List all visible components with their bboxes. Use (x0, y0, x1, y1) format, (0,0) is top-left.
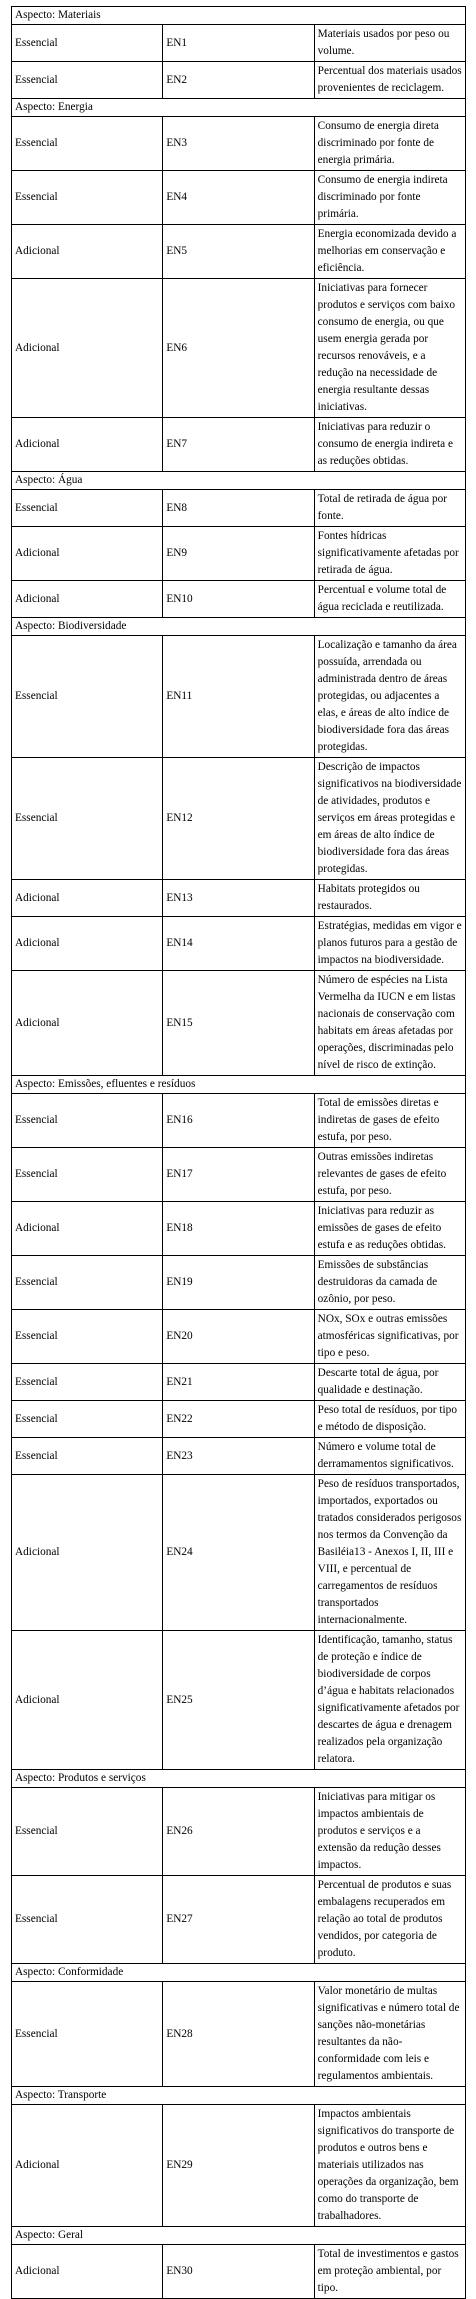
indicator-description-cell: Consumo de energia indireta discriminado por fonte primária. (314, 171, 465, 225)
indicator-description-cell: Identificação, tamanho, status de proteção e índice de biodiversidade de corpos d’água e habitats relacionados significativamente afetados por descartes de água e drenagem realizados pela organização relatora. (314, 1631, 465, 1770)
indicator-code-cell: EN25 (163, 1631, 314, 1770)
indicator-code-cell: EN24 (163, 1475, 314, 1631)
aspect-title: Aspecto: Materiais (12, 7, 466, 25)
table-row (12, 225, 466, 279)
indicator-type-cell: Essencial (12, 1148, 163, 1202)
indicator-code-cell: EN15 (163, 971, 314, 1076)
indicator-description-cell: Peso de resíduos transportados, importados, exportados ou tratados considerados perigosos nos termos da Convenção da Basiléia13 - Anexos I, II, III e VIII, e percentual de carregamentos de resíduos transportados internacionalmente. (314, 1475, 465, 1631)
table-row (12, 636, 466, 758)
aspect-header-row (12, 1964, 466, 1982)
indicator-code-cell: EN23 (163, 1438, 314, 1475)
indicator-description-cell: Valor monetário de multas significativas e número total de sanções não-monetárias resultantes da não-conformidade com leis e regulamentos ambientais. (314, 1982, 465, 2087)
indicator-type-cell: Adicional (12, 1631, 163, 1770)
indicator-code-cell: EN16 (163, 1094, 314, 1148)
indicator-type-cell: Adicional (12, 880, 163, 917)
indicator-type-cell: Essencial (12, 25, 163, 62)
indicator-description-cell: Consumo de energia direta discriminado por fonte de energia primária. (314, 117, 465, 171)
table-row (12, 1202, 466, 1256)
indicator-type-cell: Essencial (12, 1310, 163, 1364)
table-row (12, 1475, 466, 1631)
indicator-code-cell: EN7 (163, 418, 314, 472)
indicator-code-cell: EN28 (163, 1982, 314, 2087)
table-row (12, 880, 466, 917)
indicator-type-cell: Essencial (12, 171, 163, 225)
table-row (12, 418, 466, 472)
indicator-type-cell: Adicional (12, 527, 163, 581)
aspect-header-row (12, 1076, 466, 1094)
indicator-type-cell: Adicional (12, 225, 163, 279)
indicator-description-cell: Total de investimentos e gastos em proteção ambiental, por tipo. (314, 2245, 465, 2299)
indicator-type-cell: Essencial (12, 1364, 163, 1401)
indicator-type-cell: Essencial (12, 1094, 163, 1148)
indicator-code-cell: EN4 (163, 171, 314, 225)
indicator-code-cell: EN14 (163, 917, 314, 971)
table-row (12, 1982, 466, 2087)
table-row (12, 1788, 466, 1876)
indicator-type-cell: Essencial (12, 1401, 163, 1438)
indicator-description-cell: Materiais usados por peso ou volume. (314, 25, 465, 62)
indicator-description-cell: Energia economizada devido a melhorias em conservação e eficiência. (314, 225, 465, 279)
indicator-type-cell: Essencial (12, 758, 163, 880)
indicator-type-cell: Essencial (12, 62, 163, 99)
aspect-header-row (12, 618, 466, 636)
table-body (12, 7, 466, 2299)
indicator-description-cell: Descarte total de água, por qualidade e destinação. (314, 1364, 465, 1401)
aspect-header-row (12, 2087, 466, 2105)
indicator-description-cell: Descrição de impactos significativos na biodiversidade de atividades, produtos e serviços em áreas protegidas e em áreas de alto índice de biodiversidade fora das áreas protegidas. (314, 758, 465, 880)
indicator-code-cell: EN5 (163, 225, 314, 279)
table-row (12, 171, 466, 225)
aspect-header-row (12, 7, 466, 25)
indicator-type-cell: Adicional (12, 418, 163, 472)
aspect-title: Aspecto: Emissões, efluentes e resíduos (12, 1076, 466, 1094)
indicator-type-cell: Essencial (12, 1438, 163, 1475)
indicator-description-cell: Percentual dos materiais usados provenientes de reciclagem. (314, 62, 465, 99)
aspect-header-row (12, 472, 466, 490)
table-row (12, 25, 466, 62)
indicator-code-cell: EN6 (163, 279, 314, 418)
indicator-code-cell: EN12 (163, 758, 314, 880)
indicator-code-cell: EN20 (163, 1310, 314, 1364)
indicator-description-cell: Habitats protegidos ou restaurados. (314, 880, 465, 917)
table-row (12, 1148, 466, 1202)
indicator-type-cell: Adicional (12, 917, 163, 971)
environmental-indicators-table (11, 6, 466, 2299)
table-row (12, 2105, 466, 2227)
indicator-code-cell: EN21 (163, 1364, 314, 1401)
indicator-description-cell: Impactos ambientais significativos do transporte de produtos e outros bens e materiais utilizados nas operações da organização, bem como do transporte de trabalhadores. (314, 2105, 465, 2227)
table-row (12, 1094, 466, 1148)
indicator-code-cell: EN1 (163, 25, 314, 62)
indicator-type-cell: Adicional (12, 2105, 163, 2227)
indicator-description-cell: Total de emissões diretas e indiretas de gases de efeito estufa, por peso. (314, 1094, 465, 1148)
indicator-description-cell: NOx, SOx e outras emissões atmosféricas significativas, por tipo e peso. (314, 1310, 465, 1364)
table-row (12, 490, 466, 527)
table-row (12, 971, 466, 1076)
indicator-description-cell: Iniciativas para mitigar os impactos ambientais de produtos e serviços e a extensão da redução desses impactos. (314, 1788, 465, 1876)
indicator-code-cell: EN27 (163, 1876, 314, 1964)
indicator-type-cell: Adicional (12, 279, 163, 418)
indicator-code-cell: EN17 (163, 1148, 314, 1202)
aspect-header-row (12, 1770, 466, 1788)
indicator-type-cell: Adicional (12, 971, 163, 1076)
indicator-description-cell: Emissões de substâncias destruidoras da camada de ozônio, por peso. (314, 1256, 465, 1310)
indicator-code-cell: EN13 (163, 880, 314, 917)
indicator-type-cell: Essencial (12, 636, 163, 758)
indicator-code-cell: EN30 (163, 2245, 314, 2299)
indicator-type-cell: Adicional (12, 2245, 163, 2299)
table-row (12, 1438, 466, 1475)
table-row (12, 62, 466, 99)
indicator-description-cell: Número de espécies na Lista Vermelha da IUCN e em listas nacionais de conservação com habitats em áreas afetadas por operações, discriminadas pelo nível de risco de extinção. (314, 971, 465, 1076)
table-row (12, 279, 466, 418)
table-row (12, 581, 466, 618)
indicator-type-cell: Essencial (12, 1982, 163, 2087)
indicator-description-cell: Fontes hídricas significativamente afetadas por retirada de água. (314, 527, 465, 581)
indicator-code-cell: EN9 (163, 527, 314, 581)
indicator-type-cell: Essencial (12, 1876, 163, 1964)
indicator-type-cell: Adicional (12, 1202, 163, 1256)
indicator-type-cell: Essencial (12, 117, 163, 171)
aspect-title: Aspecto: Geral (12, 2227, 466, 2245)
indicator-description-cell: Localização e tamanho da área possuída, arrendada ou administrada dentro de áreas protegidas, ou adjacentes a elas, e áreas de alto índice de biodiversidade fora das áreas protegidas. (314, 636, 465, 758)
aspect-title: Aspecto: Energia (12, 99, 466, 117)
indicator-description-cell: Peso total de resíduos, por tipo e método de disposição. (314, 1401, 465, 1438)
indicators-document (11, 6, 466, 2299)
table-row (12, 1401, 466, 1438)
table-row (12, 1256, 466, 1310)
indicator-type-cell: Essencial (12, 1788, 163, 1876)
table-row (12, 1364, 466, 1401)
indicator-description-cell: Iniciativas para fornecer produtos e serviços com baixo consumo de energia, ou que usem energia gerada por recursos renováveis, e a redução na necessidade de energia resultante dessas iniciativas. (314, 279, 465, 418)
indicator-code-cell: EN29 (163, 2105, 314, 2227)
aspect-header-row (12, 2227, 466, 2245)
indicator-description-cell: Número e volume total de derramamentos significativos. (314, 1438, 465, 1475)
indicator-type-cell: Essencial (12, 1256, 163, 1310)
aspect-title: Aspecto: Conformidade (12, 1964, 466, 1982)
indicator-type-cell: Adicional (12, 1475, 163, 1631)
table-row (12, 2245, 466, 2299)
indicator-code-cell: EN10 (163, 581, 314, 618)
indicator-type-cell: Adicional (12, 581, 163, 618)
indicator-description-cell: Total de retirada de água por fonte. (314, 490, 465, 527)
indicator-description-cell: Outras emissões indiretas relevantes de gases de efeito estufa, por peso. (314, 1148, 465, 1202)
aspect-header-row (12, 99, 466, 117)
table-row (12, 758, 466, 880)
indicator-description-cell: Percentual e volume total de água reciclada e reutilizada. (314, 581, 465, 618)
indicator-code-cell: EN8 (163, 490, 314, 527)
aspect-title: Aspecto: Biodiversidade (12, 618, 466, 636)
indicator-code-cell: EN26 (163, 1788, 314, 1876)
table-row (12, 1631, 466, 1770)
indicator-code-cell: EN3 (163, 117, 314, 171)
indicator-description-cell: Percentual de produtos e suas embalagens recuperados em relação ao total de produtos vendidos, por categoria de produto. (314, 1876, 465, 1964)
table-row (12, 1876, 466, 1964)
table-row (12, 117, 466, 171)
table-row (12, 527, 466, 581)
indicator-description-cell: Iniciativas para reduzir o consumo de energia indireta e as reduções obtidas. (314, 418, 465, 472)
indicator-description-cell: Estratégias, medidas em vigor e planos futuros para a gestão de impactos na biodiversidade. (314, 917, 465, 971)
table-row (12, 1310, 466, 1364)
indicator-type-cell: Essencial (12, 490, 163, 527)
indicator-code-cell: EN2 (163, 62, 314, 99)
aspect-title: Aspecto: Transporte (12, 2087, 466, 2105)
indicator-code-cell: EN19 (163, 1256, 314, 1310)
aspect-title: Aspecto: Água (12, 472, 466, 490)
indicator-code-cell: EN11 (163, 636, 314, 758)
indicator-code-cell: EN18 (163, 1202, 314, 1256)
aspect-title: Aspecto: Produtos e serviços (12, 1770, 466, 1788)
indicator-description-cell: Iniciativas para reduzir as emissões de gases de efeito estufa e as reduções obtidas. (314, 1202, 465, 1256)
indicator-code-cell: EN22 (163, 1401, 314, 1438)
table-row (12, 917, 466, 971)
